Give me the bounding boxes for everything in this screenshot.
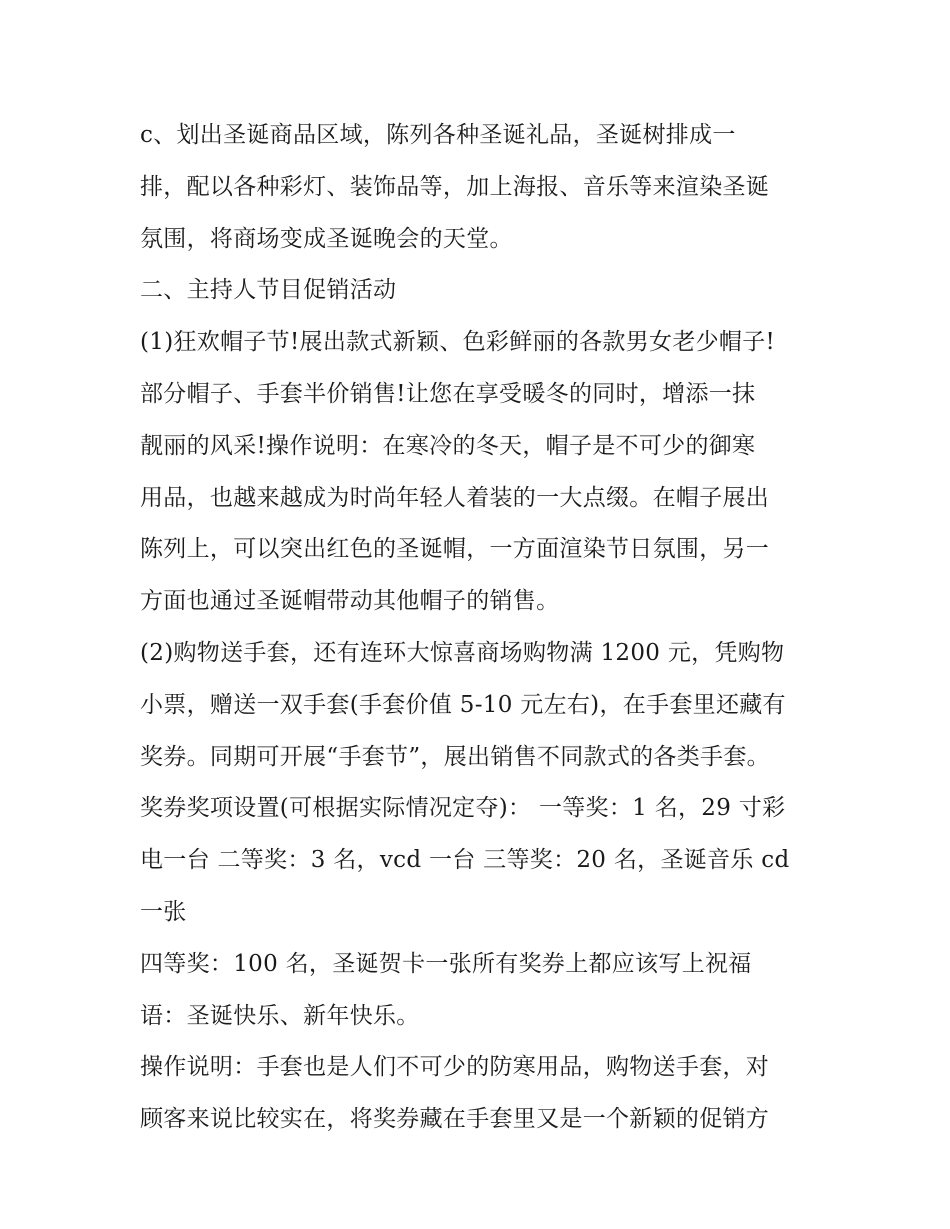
text-line: 部分帽子、手套半价销售!让您在享受暖冬的同时，增添一抹 xyxy=(140,380,756,407)
text-line: (1)狂欢帽子节!展出款式新颖、色彩鲜丽的各款男女老少帽子! xyxy=(140,329,776,356)
text-line: 顾客来说比较实在，将奖券藏在手套里又是一个新颖的促销方 xyxy=(140,1106,770,1133)
text-line: 方面也通过圣诞帽带动其他帽子的销售。 xyxy=(140,588,560,615)
text-line: 靓丽的风采!操作说明：在寒冷的冬天，帽子是不可少的御寒 xyxy=(140,432,756,459)
section-heading: 二、主持人节目促销活动 xyxy=(140,277,397,304)
text-line: 四等奖：100 名，圣诞贺卡一张所有奖券上都应该写上祝福 xyxy=(140,950,752,977)
text-line: (2)购物送手套，还有连环大惊喜商场购物满 1200 元，凭购物 xyxy=(140,639,785,666)
text-line: 电一台 二等奖：3 名，vcd 一台 三等奖：20 名，圣诞音乐 cd xyxy=(140,847,790,874)
text-line: 氛围，将商场变成圣诞晚会的天堂。 xyxy=(140,225,513,252)
text-line: 奖券奖项设置(可根据实际情况定夺)： 一等奖：1 名，29 寸彩 xyxy=(140,795,786,822)
text-line: 操作说明：手套也是人们不可少的防寒用品，购物送手套，对 xyxy=(140,1054,770,1081)
text-line: c、划出圣诞商品区域，陈列各种圣诞礼品，圣诞树排成一 xyxy=(140,122,736,148)
text-line: 陈列上，可以突出红色的圣诞帽，一方面渲染节日氛围，另一 xyxy=(140,536,770,563)
text-line: 一张 xyxy=(140,898,187,925)
document-body xyxy=(140,110,820,1146)
text-line: 语：圣诞快乐、新年快乐。 xyxy=(140,1002,420,1029)
text-line: 奖券。同期可开展“手套节”，展出销售不同款式的各类手套。 xyxy=(140,743,770,770)
text-line: 小票，赠送一双手套(手套价值 5-10 元左右)，在手套里还藏有 xyxy=(140,691,786,718)
text-line: 用品，也越来越成为时尚年轻人着装的一大点缀。在帽子展出 xyxy=(140,484,770,511)
text-line: 排，配以各种彩灯、装饰品等，加上海报、音乐等来渲染圣诞 xyxy=(140,173,770,200)
